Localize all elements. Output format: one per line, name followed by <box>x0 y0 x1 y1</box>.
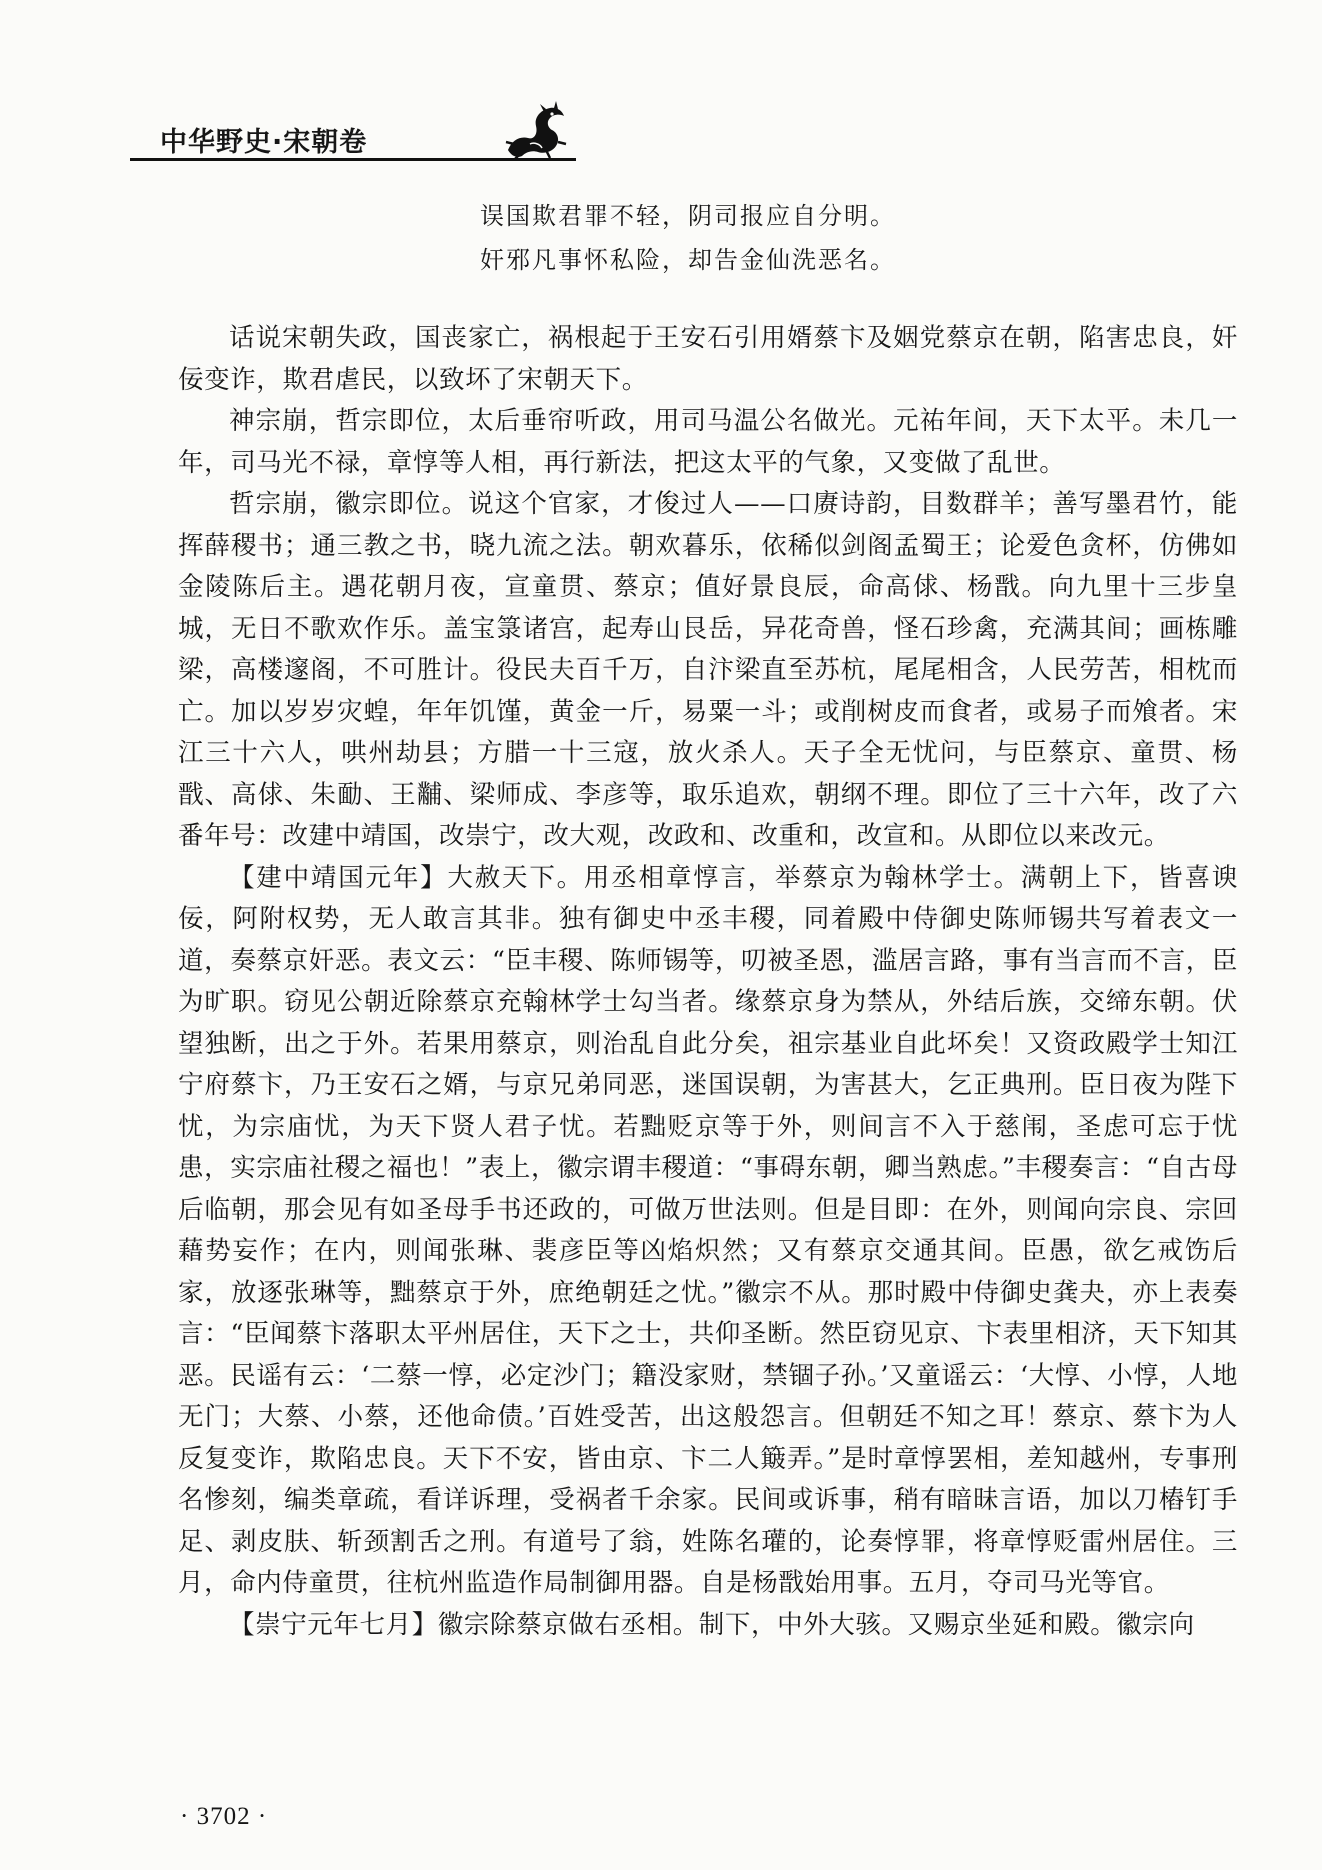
paragraph: 哲宗崩，徽宗即位。说这个官家，才俊过人——口赓诗韵，目数群羊；善写墨君竹，能挥薛稷书；通三教之书，晓九流之法。朝欢暮乐，依稀似剑阁孟蜀王；论爱色贪杯，仿佛如金陵陈后主。遇花朝月夜，宣童贯、蔡京；值好景良辰，命高俅、杨戬。向九里十三步皇城，无日不歌欢作乐。盖宝箓诸宫，起寿山艮岳，异花奇兽，怪石珍禽，充满其间；画栋雕梁，高楼邃阁，不可胜计。役民夫百千万，自汴梁直至苏杭，尾尾相含，人民劳苦，相枕而亡。加以岁岁灾蝗，年年饥馑，黄金一斤，易粟一斗；或削树皮而食者，或易子而飧者。宋江三十六人，哄州劫县；方腊一十三寇，放火杀人。天子全无忧问，与臣蔡京、童贯、杨戬、高俅、朱勔、王黼、梁师成、李彦等，取乐追欢，朝纲不理。即位了三十六年，改了六番年号：改建中靖国，改崇宁，改大观，改政和、改重和，改宣和。从即位以来改元。 <box>178 489 1238 851</box>
paragraph: 话说宋朝失政，国丧家亡，祸根起于王安石引用婿蔡卞及姻党蔡京在朝，陷害忠良，奸佞变诈，欺君虐民，以致坏了宋朝天下。 <box>178 323 1238 395</box>
page-number: · 3702 · <box>180 1803 268 1830</box>
paragraph: 【崇宁元年七月】徽宗除蔡京做右丞相。制下，中外大骇。又赐京坐延和殿。徽宗向 <box>229 1609 1195 1640</box>
paragraph: 神宗崩，哲宗即位，太后垂帘听政，用司马温公名做光。元祐年间，天下太平。未几一年，司马光不禄，章惇等人相，再行新法，把这太平的气象，又变做了乱世。 <box>178 406 1238 478</box>
running-header <box>130 100 1230 166</box>
verse-line-2: 奸邪凡事怀私险，却告金仙洗恶名。 <box>480 246 896 274</box>
header-rule <box>130 158 576 161</box>
body-text <box>178 318 1238 1646</box>
book-title: 中华野史·宋朝卷 <box>160 127 368 158</box>
paragraph: 【建中靖国元年】大赦天下。用丞相章惇言，举蔡京为翰林学士。满朝上下，皆喜谀佞，阿附权势，无人敢言其非。独有御史中丞丰稷，同着殿中侍御史陈师锡共写着表文一道，奏蔡京奸恶。表文云：“臣丰稷、陈师锡等，叨被圣恩，滥居言路，事有当言而不言，臣为旷职。窃见公朝近除蔡京充翰林学士勾当者。缘蔡京身为禁从，外结后族，交缔东朝。伏望独断，出之于外。若果用蔡京，则治乱自此分矣，祖宗基业自此坏矣！又资政殿学士知江宁府蔡卞，乃王安石之婿，与京兄弟同恶，迷国误朝，为害甚大，乞正典刑。臣日夜为陛下忧，为宗庙忧，为天下贤人君子忧。若黜贬京等于外，则间言不入于慈闱，圣虑可忘于忧患，实宗庙社稷之福也！”表上，徽宗谓丰稷道：“事碍东朝，卿当熟虑。”丰稷奏言：“自古母后临朝，那会见有如圣母手书还政的，可做万世法则。但是目即：在外，则闻向宗良、宗回藉势妄作；在内，则闻张琳、裴彦臣等凶焰炽然；又有蔡京交通其间。臣愚，欲乞戒饬后家，放逐张琳等，黜蔡京于外，庶绝朝廷之忧。”徽宗不从。那时殿中侍御史龚夬，亦上表奏言：“臣闻蔡卞落职太平州居住，天下之士，共仰圣断。然臣窃见京、卞表里相济，天下知其恶。民谣有云：‘二蔡一惇，必定沙门；籍没家财，禁锢子孙。’又童谣云：‘大惇、小惇，人地无门；大蔡、小蔡，还他命债。’百姓受苦，出这般怨言。但朝廷不知之耳！蔡京、蔡卞为人反复变诈，欺陷忠良。天下不安，皆由京、卞二人簸弄。”是时章惇罢相，差知越州，专事刑名惨刻，编类章疏，看详诉理，受祸者千余家。民间或诉事，稍有暗昧言语，加以刀樁钉手足、剥皮肤、斩颈割舌之刑。有道号了翁，姓陈名瓘的，论奏惇罪，将章惇贬雷州居住。三月，命内侍童贯，往杭州监造作局制御用器。自是杨戬始用事。五月，夺司马光等官。 <box>178 862 1238 1598</box>
verse-line-1: 误国欺君罪不轻，阴司报应自分明。 <box>480 202 896 230</box>
dragon-icon <box>500 100 570 162</box>
